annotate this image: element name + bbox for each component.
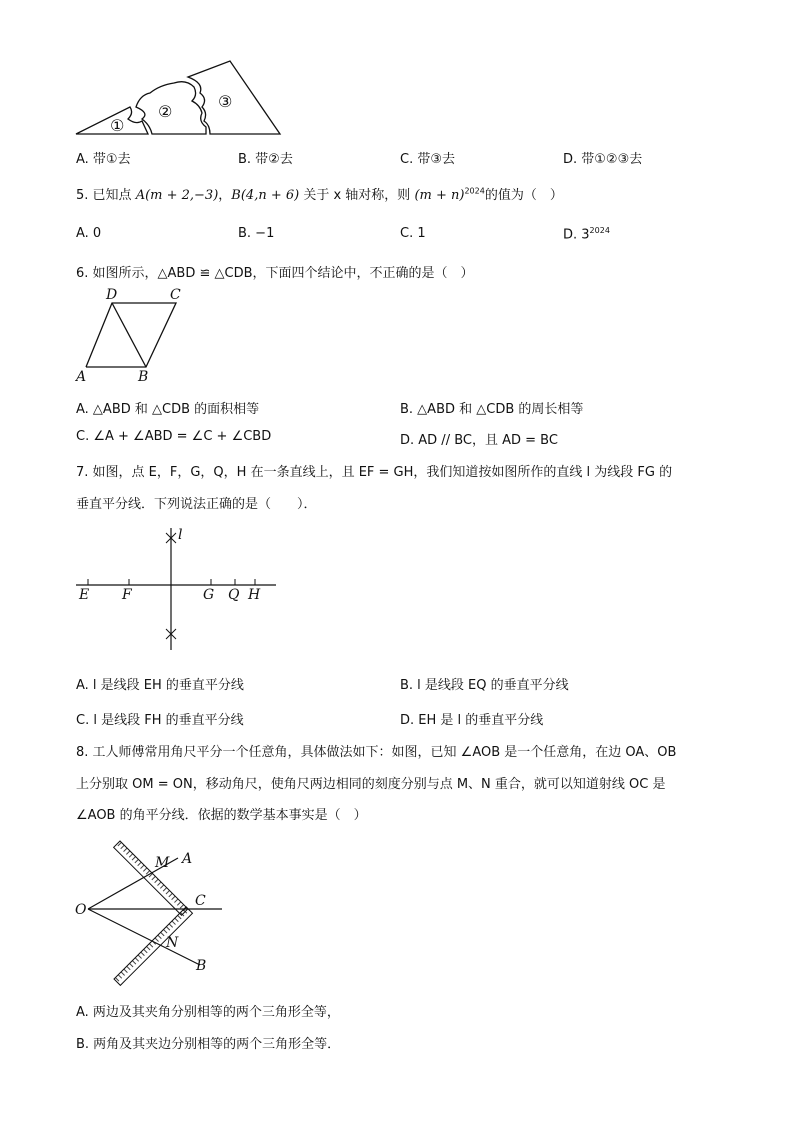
q5-point-a: A(m + 2,−3)	[135, 188, 219, 203]
q8-label-m: M	[155, 855, 170, 871]
q6-option-b[interactable]: B. △ABD 和 △CDB 的周长相等	[400, 402, 584, 417]
q5-stem	[76, 184, 563, 203]
q7-label-e: E	[79, 587, 90, 603]
q7-label-h: H	[248, 587, 261, 603]
q7-option-c[interactable]: C. l 是线段 FH 的垂直平分线	[76, 713, 244, 728]
q7-label-g: G	[203, 587, 215, 603]
q6-diagonal-db	[112, 303, 146, 367]
q6-label-a: A	[76, 369, 87, 385]
q6-option-a[interactable]: A. △ABD 和 △CDB 的面积相等	[76, 402, 260, 417]
q4-option-a[interactable]: A. 带①去	[76, 152, 131, 167]
q5-option-d-exponent: 2024	[589, 226, 610, 235]
q8-option-a[interactable]: A. 两边及其夹角分别相等的两个三角形全等，	[76, 1005, 340, 1020]
q8-label-b: B	[196, 958, 207, 974]
q5-option-a[interactable]: A. 0	[76, 226, 102, 241]
q6-option-d[interactable]: D. AD // BC，且 AD = BC	[400, 433, 558, 448]
q7-option-d[interactable]: D. EH 是 l 的垂直平分线	[400, 713, 544, 728]
piece-1-label: ①	[110, 116, 125, 135]
q8-stem-line-1: 8. 工人师傅常用角尺平分一个任意角，具体做法如下：如图，已知 ∠AOB 是一个任意角，在边 OA、OB	[76, 745, 677, 760]
q5-expression: (m + n)	[414, 188, 465, 203]
q5-point-b: B(4,n + 6)	[231, 188, 300, 203]
q5-expression-exponent: 2024	[464, 186, 485, 196]
q6-label-c: C	[170, 287, 181, 303]
q8-label-n: N	[166, 935, 179, 951]
q5-option-b[interactable]: B. −1	[238, 226, 275, 241]
q8-ruler-lower-arm	[114, 907, 192, 985]
q5-stem-suffix: 的值为（ ）	[484, 188, 563, 203]
q5-option-c[interactable]: C. 1	[400, 226, 426, 241]
piece-2-label: ②	[158, 102, 173, 121]
q4-option-d[interactable]: D. 带①②③去	[563, 152, 643, 167]
q7-stem-line-1: 7. 如图，点 E，F，G，Q，H 在一条直线上，且 EF = GH，我们知道按如图所作的直线 l 为线段 FG 的	[76, 465, 673, 480]
q4-option-b[interactable]: B. 带②去	[238, 152, 293, 167]
q7-label-l: l	[178, 527, 183, 543]
q8-ruler-upper-arm	[114, 841, 188, 915]
q4-triangle-figure	[70, 55, 290, 140]
q7-stem-line-2: 垂直平分线．下列说法正确的是（ ）．	[76, 497, 317, 512]
q8-stem-line-3: ∠AOB 的角平分线．依据的数学基本事实是（ ）	[76, 808, 367, 823]
q8-label-o: O	[75, 902, 87, 918]
q7-label-f: F	[122, 587, 132, 603]
q5-stem-prefix: 5. 已知点	[76, 188, 132, 203]
q6-label-b: B	[138, 369, 149, 385]
q8-stem-line-2: 上分别取 OM = ON，移动角尺，使角尺两边相同的刻度分别与点 M、N 重合，就可以知道射线 OC 是	[76, 777, 666, 792]
q6-option-c[interactable]: C. ∠A + ∠ABD = ∠C + ∠CBD	[76, 429, 272, 444]
q8-label-a: A	[182, 851, 193, 867]
q5-stem-mid: 关于 x 轴对称，则	[303, 188, 411, 203]
q5-option-d-base: D. 3	[563, 227, 590, 243]
q6-shape-outline	[86, 303, 176, 367]
q8-label-c: C	[195, 893, 206, 909]
q7-label-q: Q	[228, 587, 240, 603]
q7-option-a[interactable]: A. l 是线段 EH 的垂直平分线	[76, 678, 244, 693]
q6-label-d: D	[106, 287, 118, 303]
q6-parallelogram-figure	[80, 295, 190, 375]
q4-option-c[interactable]: C. 带③去	[400, 152, 455, 167]
q8-angle-ruler-figure	[74, 835, 234, 985]
q5-comma: ，	[218, 188, 232, 203]
piece-3-label: ③	[218, 92, 233, 111]
q7-option-b[interactable]: B. l 是线段 EQ 的垂直平分线	[400, 678, 569, 693]
q5-option-d[interactable]	[563, 226, 610, 242]
q8-option-b[interactable]: B. 两角及其夹边分别相等的两个三角形全等．	[76, 1037, 341, 1052]
q6-stem: 6. 如图所示，△ABD ≌ △CDB，下面四个结论中，不正确的是（ ）	[76, 266, 474, 281]
